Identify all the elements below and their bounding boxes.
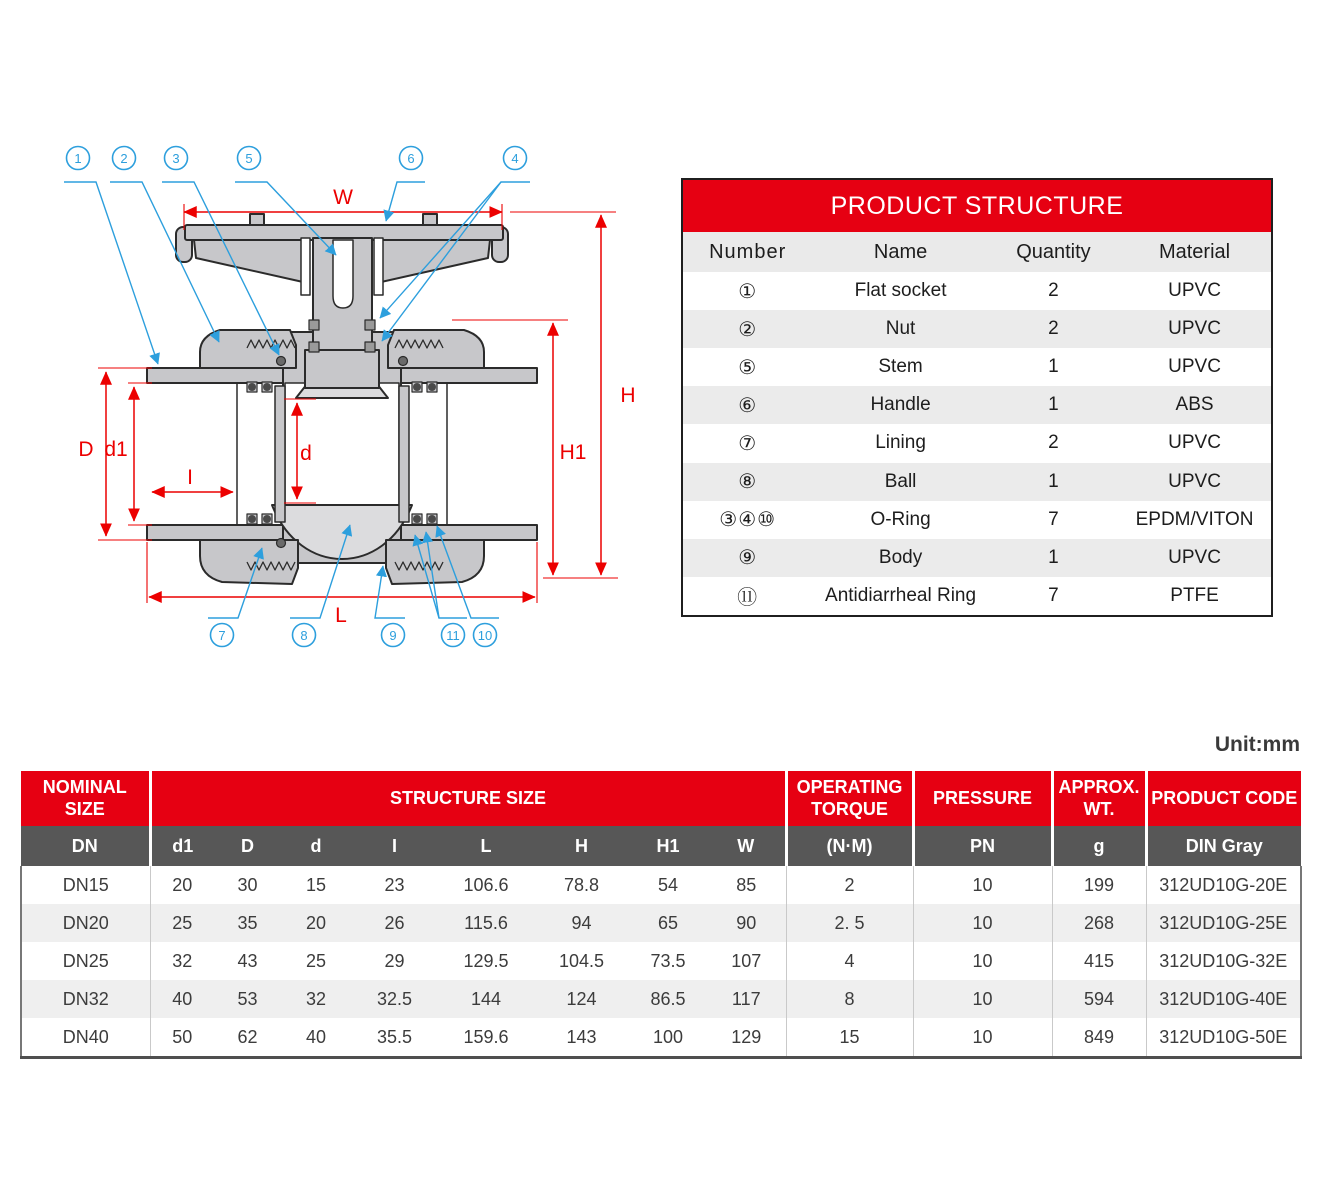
size-subheader-d: D [214,826,281,866]
size-subheader-pn: PN [913,826,1052,866]
size-subheader-h1: H1 [629,826,707,866]
structure-row-quantity: 2 [1048,280,1059,302]
size-subheader-d: d [281,826,351,866]
structure-row-quantity: 2 [1048,432,1059,454]
size-cell: 2 [786,866,913,904]
size-cell: 32.5 [376,988,413,1009]
size-cell: 73.5 [650,950,686,971]
size-cell: 312UD10G-40E [1146,980,1301,1018]
structure-row-quantity: 7 [1048,508,1059,530]
structure-row-name: O-Ring [870,508,931,530]
structure-row-material: UPVC [1168,470,1221,492]
dim-label-d-cap: D [78,438,94,461]
dim-label-h1: H1 [559,441,587,464]
group-header-structure-size: STRUCTURE SIZE [150,771,786,826]
size-cell: 312UD10G-32E [1146,942,1301,980]
size-cell: 85 [736,874,757,895]
group-header-approx-wt: APPROX. WT. [1052,771,1146,826]
structure-row-name: Handle [870,394,931,416]
callout-2: 2 [120,151,128,166]
structure-row-quantity: 1 [1048,546,1059,568]
callout-7: 7 [218,628,226,643]
column-header-material: Material [1158,240,1231,263]
dim-label-d: d [300,442,312,465]
structure-row-number: ② [738,318,758,341]
structure-row-number: ⑤ [738,356,758,379]
size-cell: 129.5 [463,950,509,971]
dim-label-w: W [333,186,353,209]
size-cell: 90 [736,912,757,933]
structure-row-number: ⑪ [737,587,759,610]
structure-table-row [683,272,1271,310]
callout-8: 8 [300,628,308,643]
structure-row-name: Flat socket [854,280,947,302]
callout-1: 1 [74,151,82,166]
structure-row-name: Lining [875,432,926,454]
callout-5: 5 [245,151,253,166]
structure-row-material: UPVC [1168,356,1221,378]
size-cell: 50 [150,1018,214,1058]
structure-row-name: Nut [885,318,916,340]
structure-row-name: Antidiarrheal Ring [825,584,977,606]
structure-table-row [683,310,1271,348]
product-structure-header [683,232,1271,272]
group-header-pressure: PRESSURE [913,771,1052,826]
size-cell: 23 [384,874,405,895]
size-cell: 62 [214,1018,281,1058]
dim-label-h: H [620,384,636,407]
column-header-name: Name [873,240,928,263]
size-cell: 32 [150,942,214,980]
structure-row-name: Stem [878,356,923,378]
size-cell: 124 [566,988,597,1009]
size-cell: 10 [913,980,1052,1018]
callout-6: 6 [407,151,415,166]
size-subheader-d1: d1 [150,826,214,866]
size-cell: 43 [237,950,258,971]
structure-table-row [683,577,1271,615]
structure-row-quantity: 1 [1048,356,1059,378]
structure-row-quantity: 2 [1048,318,1059,340]
size-cell: 10 [913,942,1052,980]
structure-row-material: UPVC [1168,318,1221,340]
group-header-operating-torque: OPERATING TORQUE [786,771,913,826]
size-subheader-l: L [438,826,534,866]
structure-table-row [683,424,1271,462]
structure-row-number: ⑥ [738,394,758,417]
size-table-subheader-row [21,826,1301,866]
structure-table-row [683,539,1271,577]
structure-row-material: UPVC [1168,432,1221,454]
group-header-nominal-size: NOMINAL SIZE [21,771,150,826]
size-cell: 104.5 [558,950,605,971]
size-cell: 312UD10G-20E [1146,866,1301,904]
structure-table-row [683,386,1271,424]
size-subheader-nm: (N·M) [786,826,913,866]
size-cell: 143 [534,1018,629,1058]
stem [305,238,379,388]
size-subheader-h: H [534,826,629,866]
structure-row-material: EPDM/VITON [1135,508,1254,530]
size-cell: 54 [657,874,679,895]
size-cell: 15 [786,1018,913,1058]
size-cell: 117 [731,988,761,1009]
size-subheader-i: I [351,826,438,866]
size-cell: 53 [237,988,258,1009]
structure-row-name: Ball [884,470,917,492]
structure-row-name: Body [878,546,923,568]
size-cell: 10 [913,866,1052,904]
structure-row-number: ③④⑩ [719,509,777,532]
size-cell: 35 [237,912,258,933]
structure-table-rows [683,272,1271,615]
size-table-body [21,866,1301,1058]
dim-label-l: L [335,604,347,627]
size-cell: 8 [786,980,913,1018]
structure-row-quantity: 7 [1048,584,1059,606]
size-cell: 40 [150,980,214,1018]
size-cell: 849 [1052,1018,1146,1058]
structure-row-number: ① [738,280,758,303]
structure-row-number: ⑧ [738,471,758,494]
structure-row-material: ABS [1175,394,1214,416]
product-structure-table [681,178,1273,617]
size-cell: 20 [150,866,214,904]
size-cell: DN32 [21,980,150,1018]
size-cell: DN20 [21,904,150,942]
structure-row-number: ⑨ [738,547,758,570]
size-cell: 25 [150,904,214,942]
size-cell: 100 [629,1018,707,1058]
column-header-number: Number [709,240,787,263]
size-cell: 415 [1052,942,1146,980]
size-cell: 10 [913,904,1052,942]
size-cell: 312UD10G-25E [1146,904,1301,942]
size-table-row [21,942,1301,980]
size-cell: 35.5 [351,1018,438,1058]
valve-cross-section-drawing [40,120,660,680]
size-table-row [21,1018,1301,1058]
group-header-product-code: PRODUCT CODE [1146,771,1301,826]
size-cell: 144 [470,988,502,1009]
callout-10: 10 [477,628,493,643]
size-subheader-g: g [1052,826,1146,866]
size-table [20,771,1302,1059]
size-cell: 594 [1052,980,1146,1018]
structure-row-material: UPVC [1168,280,1221,302]
size-cell: 26 [384,912,405,933]
callout-4: 4 [511,151,519,166]
dim-label-d1: d1 [104,438,128,461]
size-cell: 15 [305,874,327,895]
size-cell: 199 [1052,866,1146,904]
size-cell: 40 [281,1018,351,1058]
size-cell: 2. 5 [786,904,913,942]
size-table-group-header-row [21,771,1301,826]
size-table-row [21,980,1301,1018]
size-cell: DN15 [21,866,150,904]
structure-row-material: PTFE [1170,584,1219,606]
size-cell: 94 [571,912,592,933]
callout-3: 3 [172,151,180,166]
size-subheader-w: W [707,826,786,866]
size-cell: 86.5 [650,988,686,1009]
size-cell: 78.8 [563,874,600,895]
dim-label-i: I [187,466,193,489]
size-cell: 106.6 [463,874,509,895]
size-cell: 107 [731,950,762,971]
size-table-row [21,866,1301,904]
structure-row-quantity: 1 [1048,394,1059,416]
structure-row-material: UPVC [1168,546,1221,568]
size-cell: 268 [1052,904,1146,942]
size-cell: 25 [305,950,327,971]
structure-table-row [683,463,1271,501]
size-cell: 4 [786,942,913,980]
size-cell: 65 [657,912,679,933]
size-cell: 129 [707,1018,786,1058]
column-header-quantity: Quantity [1016,240,1091,263]
size-cell: DN25 [21,942,150,980]
callout-11: 11 [446,628,460,643]
callout-9: 9 [389,628,397,643]
valve-parts [147,214,537,584]
structure-row-number: ⑦ [738,432,758,455]
structure-table-row [683,348,1271,386]
product-structure-title: PRODUCT STRUCTURE [683,180,1271,232]
size-cell: 312UD10G-50E [1146,1018,1301,1058]
size-cell: DN40 [21,1018,150,1058]
size-subheader-dingray: DIN Gray [1146,826,1301,866]
size-table-row [21,904,1301,942]
size-subheader-dn: DN [21,826,150,866]
structure-table-row [683,501,1271,539]
size-cell: 20 [305,912,327,933]
size-cell: 159.6 [438,1018,534,1058]
size-cell: 10 [913,1018,1052,1058]
size-cell: 115.6 [464,912,508,933]
unit-label: Unit:mm [1214,733,1300,756]
size-cell: 29 [384,950,405,971]
size-cell: 32 [305,988,327,1009]
structure-row-quantity: 1 [1048,470,1059,492]
size-cell: 30 [237,874,258,895]
